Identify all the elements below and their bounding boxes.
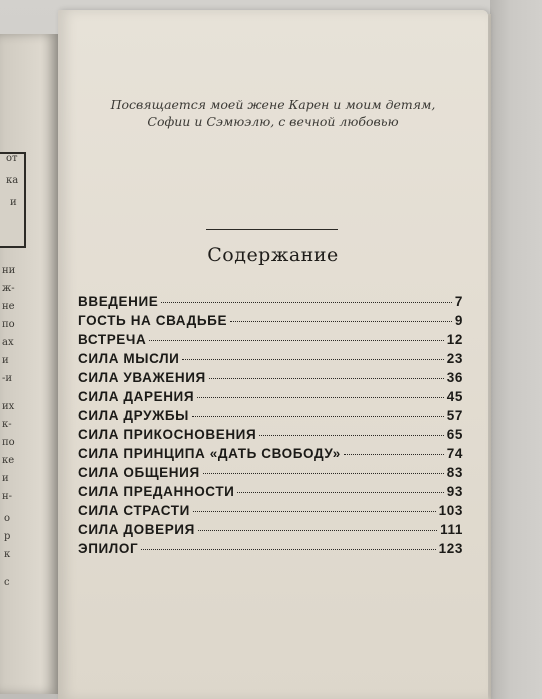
left-text-fragment: ка [6, 175, 19, 186]
toc-leader-dots [237, 492, 443, 493]
toc-entry-label: СИЛА ОБЩЕНИЯ [78, 465, 200, 480]
toc-entry-label: СИЛА ДАРЕНИЯ [78, 389, 195, 404]
toc-entry [78, 389, 463, 408]
dedication-line-1: Посвящается моей жене Карен и моим детям, [110, 97, 436, 112]
toc-entry [78, 294, 463, 313]
toc-entry-page: 7 [454, 294, 463, 309]
toc-leader-dots [193, 511, 436, 512]
toc-leader-dots [230, 321, 452, 322]
left-text-fragment: с [4, 577, 10, 588]
background-surface [490, 0, 542, 699]
toc-entry-page: 36 [446, 370, 463, 385]
toc-entry-page: 45 [446, 389, 463, 404]
left-text-fragment: их [2, 401, 15, 412]
toc-entry-page: 23 [446, 351, 463, 366]
left-text-fragment: и [2, 473, 9, 484]
toc-leader-dots [141, 549, 435, 550]
book-page [58, 10, 488, 699]
toc-entry-page: 111 [440, 522, 463, 537]
left-text-fragment: по [2, 319, 15, 330]
left-text-fragment: от [6, 153, 18, 164]
contents-title: Содержание [207, 244, 339, 266]
toc-entry-label: СИЛА СТРАСТИ [78, 503, 190, 518]
left-text-fragment: р [4, 531, 11, 542]
toc-entry-label: СИЛА ПРИКОСНОВЕНИЯ [78, 427, 257, 442]
toc-entry-label: ВСТРЕЧА [78, 332, 147, 347]
left-text-fragment: к [4, 549, 11, 560]
toc-entry [78, 484, 463, 503]
toc-entry-label: СИЛА МЫСЛИ [78, 351, 180, 366]
toc-entry-page: 74 [446, 446, 463, 461]
toc-entry-page: 57 [446, 408, 463, 423]
toc-entry-page: 65 [446, 427, 463, 442]
toc-entry [78, 351, 463, 370]
toc-leader-dots [182, 359, 443, 360]
toc-entry-page: 9 [454, 313, 463, 328]
left-text-fragment: не [2, 301, 15, 312]
toc-leader-dots [198, 530, 437, 531]
left-text-fragment: ах [2, 337, 14, 348]
toc-entry-page: 83 [446, 465, 463, 480]
toc-entry-label: ГОСТЬ НА СВАДЬБЕ [78, 313, 228, 328]
toc-entry-label: ЭПИЛОГ [78, 541, 139, 556]
dedication [58, 96, 488, 130]
toc-entry-page: 103 [438, 503, 463, 518]
toc-entry [78, 427, 463, 446]
toc-leader-dots [161, 302, 452, 303]
toc-leader-dots [192, 416, 444, 417]
left-text-fragment: и [10, 197, 17, 208]
toc-entry-page: 123 [438, 541, 463, 556]
toc-entry [78, 503, 463, 522]
toc-leader-dots [209, 378, 444, 379]
toc-leader-dots [259, 435, 443, 436]
left-text-fragment: и [2, 355, 9, 366]
table-of-contents [78, 294, 463, 560]
toc-entry [78, 446, 463, 465]
left-text-fragment: ке [2, 455, 15, 466]
toc-entry-label: СИЛА ДРУЖБЫ [78, 408, 189, 423]
dedication-line-2: Софии и Сэмюэлю, с вечной любовью [147, 114, 399, 129]
toc-entry-label: СИЛА ДОВЕРИЯ [78, 522, 195, 537]
toc-entry [78, 332, 463, 351]
toc-entry [78, 313, 463, 332]
left-text-fragment: ни [2, 265, 16, 276]
toc-entry-page: 93 [446, 484, 463, 499]
left-text-fragment: по [2, 437, 15, 448]
left-text-fragment: -и [2, 373, 13, 384]
toc-entry [78, 541, 463, 560]
toc-leader-dots [344, 454, 444, 455]
left-page-edge [0, 34, 58, 694]
left-text-fragment: о [4, 513, 11, 524]
toc-entry [78, 465, 463, 484]
toc-entry-page: 12 [446, 332, 463, 347]
toc-entry-label: СИЛА УВАЖЕНИЯ [78, 370, 206, 385]
toc-entry [78, 522, 463, 541]
toc-entry-label: СИЛА ПРЕДАННОСТИ [78, 484, 235, 499]
toc-entry [78, 408, 463, 427]
divider-rule [206, 229, 338, 230]
toc-entry-label: ВВЕДЕНИЕ [78, 294, 159, 309]
left-text-fragment: к- [2, 419, 12, 430]
left-text-fragment: н- [2, 491, 13, 502]
toc-leader-dots [203, 473, 444, 474]
toc-entry [78, 370, 463, 389]
toc-leader-dots [197, 397, 444, 398]
toc-entry-label: СИЛА ПРИНЦИПА «ДАТЬ СВОБОДУ» [78, 446, 341, 461]
toc-leader-dots [149, 340, 443, 341]
left-text-fragment: ж- [2, 283, 15, 294]
